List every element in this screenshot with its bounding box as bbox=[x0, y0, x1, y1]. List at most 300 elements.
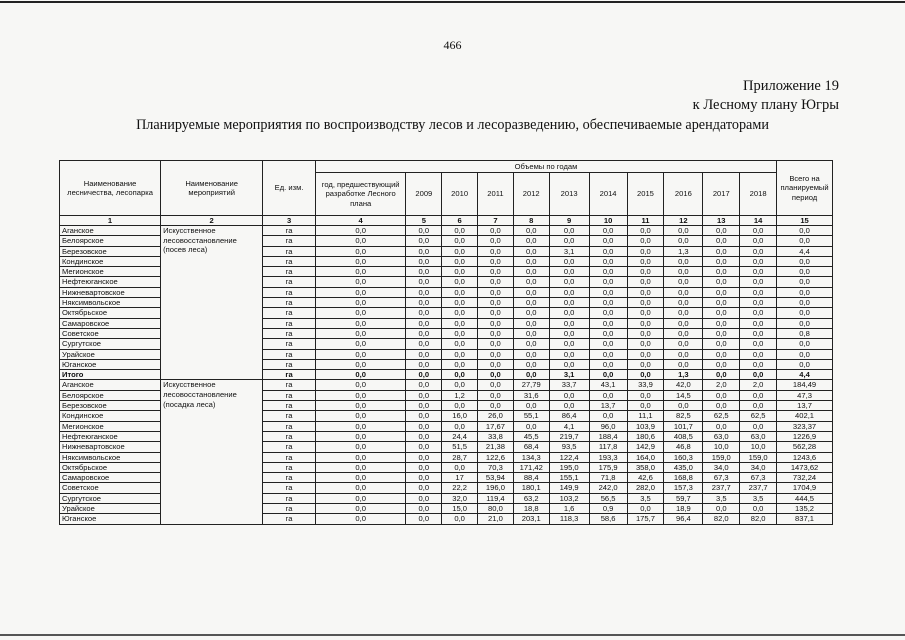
value-cell: 180,1 bbox=[513, 483, 549, 493]
value-cell: 70,3 bbox=[478, 462, 514, 472]
value-cell: 0,0 bbox=[442, 462, 478, 472]
value-cell: 59,7 bbox=[664, 493, 703, 503]
value-cell: 0,0 bbox=[478, 401, 514, 411]
value-cell: 0,0 bbox=[406, 349, 442, 359]
total-cell: 13,7 bbox=[777, 401, 833, 411]
value-cell: 0,0 bbox=[442, 359, 478, 369]
value-cell: 0,0 bbox=[589, 370, 627, 380]
value-cell: 0,0 bbox=[315, 473, 406, 483]
value-cell: 0,0 bbox=[740, 308, 777, 318]
value-cell: 0,0 bbox=[664, 339, 703, 349]
value-cell: 0,0 bbox=[442, 267, 478, 277]
value-cell: 0,0 bbox=[406, 318, 442, 328]
value-cell: 2,0 bbox=[703, 380, 740, 390]
value-cell: 13,7 bbox=[589, 401, 627, 411]
value-cell: 56,5 bbox=[589, 493, 627, 503]
value-cell: 34,0 bbox=[740, 462, 777, 472]
forestry-name: Юганское bbox=[60, 359, 161, 369]
value-cell: 0,0 bbox=[664, 226, 703, 236]
unit-cell: га bbox=[263, 287, 316, 297]
value-cell: 0,0 bbox=[549, 287, 589, 297]
value-cell: 63,0 bbox=[740, 431, 777, 441]
value-cell: 17 bbox=[442, 473, 478, 483]
value-cell: 0,0 bbox=[703, 236, 740, 246]
unit-cell: га bbox=[263, 298, 316, 308]
header-year: 2014 bbox=[589, 173, 627, 216]
total-cell: 1473,62 bbox=[777, 462, 833, 472]
value-cell: 0,0 bbox=[589, 349, 627, 359]
column-index: 3 bbox=[263, 216, 316, 226]
column-index: 10 bbox=[589, 216, 627, 226]
value-cell: 0,0 bbox=[442, 349, 478, 359]
value-cell: 0,0 bbox=[703, 318, 740, 328]
value-cell: 0,0 bbox=[315, 236, 406, 246]
unit-cell: га bbox=[263, 267, 316, 277]
total-cell: 4,4 bbox=[777, 246, 833, 256]
value-cell: 0,0 bbox=[478, 359, 514, 369]
value-cell: 0,0 bbox=[442, 421, 478, 431]
value-cell: 0,0 bbox=[442, 298, 478, 308]
value-cell: 0,0 bbox=[513, 246, 549, 256]
value-cell: 0,0 bbox=[406, 473, 442, 483]
value-cell: 96,4 bbox=[664, 514, 703, 524]
value-cell: 0,0 bbox=[664, 318, 703, 328]
unit-cell: га bbox=[263, 504, 316, 514]
value-cell: 0,0 bbox=[589, 287, 627, 297]
value-cell: 0,0 bbox=[513, 226, 549, 236]
value-cell: 3,5 bbox=[740, 493, 777, 503]
value-cell: 168,8 bbox=[664, 473, 703, 483]
unit-cell: га bbox=[263, 246, 316, 256]
value-cell: 0,0 bbox=[740, 504, 777, 514]
value-cell: 0,0 bbox=[513, 421, 549, 431]
value-cell: 0,0 bbox=[549, 390, 589, 400]
value-cell: 0,0 bbox=[740, 267, 777, 277]
value-cell: 93,5 bbox=[549, 442, 589, 452]
value-cell: 0,0 bbox=[442, 287, 478, 297]
value-cell: 0,0 bbox=[406, 298, 442, 308]
value-cell: 0,0 bbox=[406, 236, 442, 246]
value-cell: 0,0 bbox=[442, 277, 478, 287]
unit-cell: га bbox=[263, 226, 316, 236]
value-cell: 0,0 bbox=[513, 298, 549, 308]
forestry-name: Нефтеюганское bbox=[60, 277, 161, 287]
header-year: 2017 bbox=[703, 173, 740, 216]
forestry-name: Белоярское bbox=[60, 390, 161, 400]
value-cell: 0,0 bbox=[740, 339, 777, 349]
column-index: 1 bbox=[60, 216, 161, 226]
value-cell: 0,0 bbox=[406, 390, 442, 400]
column-index: 5 bbox=[406, 216, 442, 226]
value-cell: 435,0 bbox=[664, 462, 703, 472]
value-cell: 96,0 bbox=[589, 421, 627, 431]
total-cell: 0,0 bbox=[777, 308, 833, 318]
value-cell: 0,0 bbox=[740, 277, 777, 287]
value-cell: 0,0 bbox=[549, 318, 589, 328]
value-cell: 0,0 bbox=[703, 246, 740, 256]
value-cell: 0,0 bbox=[549, 308, 589, 318]
unit-cell: га bbox=[263, 442, 316, 452]
value-cell: 0,0 bbox=[740, 298, 777, 308]
value-cell: 88,4 bbox=[513, 473, 549, 483]
value-cell: 0,0 bbox=[315, 493, 406, 503]
unit-cell: га bbox=[263, 328, 316, 338]
value-cell: 155,1 bbox=[549, 473, 589, 483]
unit-cell: га bbox=[263, 514, 316, 524]
value-cell: 0,0 bbox=[315, 462, 406, 472]
value-cell: 0,0 bbox=[513, 339, 549, 349]
forestry-name: Советское bbox=[60, 328, 161, 338]
value-cell: 42,6 bbox=[627, 473, 664, 483]
value-cell: 0,0 bbox=[513, 277, 549, 287]
table-row bbox=[60, 226, 833, 236]
value-cell: 122,4 bbox=[549, 452, 589, 462]
forestry-name: Кондинское bbox=[60, 411, 161, 421]
total-cell: 402,1 bbox=[777, 411, 833, 421]
value-cell: 0,0 bbox=[740, 349, 777, 359]
value-cell: 175,9 bbox=[589, 462, 627, 472]
appendix-line-2: к Лесному плану Югры bbox=[692, 97, 839, 113]
total-cell: 4,4 bbox=[777, 370, 833, 380]
value-cell: 0,0 bbox=[442, 328, 478, 338]
value-cell: 28,7 bbox=[442, 452, 478, 462]
value-cell: 51,5 bbox=[442, 442, 478, 452]
total-cell: 0,0 bbox=[777, 359, 833, 369]
column-index: 7 bbox=[478, 216, 514, 226]
value-cell: 164,0 bbox=[627, 452, 664, 462]
value-cell: 0,0 bbox=[627, 349, 664, 359]
header-measure-name: Наименование мероприятий bbox=[161, 161, 263, 216]
forestry-name: Кондинское bbox=[60, 256, 161, 266]
value-cell: 0,0 bbox=[549, 256, 589, 266]
value-cell: 0,9 bbox=[589, 504, 627, 514]
total-cell: 444,5 bbox=[777, 493, 833, 503]
total-cell: 0,8 bbox=[777, 328, 833, 338]
value-cell: 0,0 bbox=[740, 256, 777, 266]
value-cell: 0,0 bbox=[627, 370, 664, 380]
value-cell: 0,0 bbox=[513, 287, 549, 297]
value-cell: 0,0 bbox=[315, 370, 406, 380]
unit-cell: га bbox=[263, 277, 316, 287]
value-cell: 0,0 bbox=[478, 277, 514, 287]
value-cell: 3,5 bbox=[627, 493, 664, 503]
header-year: 2015 bbox=[627, 173, 664, 216]
value-cell: 0,0 bbox=[627, 401, 664, 411]
value-cell: 0,0 bbox=[442, 318, 478, 328]
value-cell: 0,0 bbox=[589, 298, 627, 308]
value-cell: 45,5 bbox=[513, 431, 549, 441]
forestry-name: Нижневартовское bbox=[60, 287, 161, 297]
value-cell: 10,0 bbox=[703, 442, 740, 452]
value-cell: 0,0 bbox=[315, 483, 406, 493]
value-cell: 0,0 bbox=[627, 236, 664, 246]
value-cell: 0,0 bbox=[406, 493, 442, 503]
total-cell: 0,0 bbox=[777, 236, 833, 246]
value-cell: 42,0 bbox=[664, 380, 703, 390]
value-cell: 46,8 bbox=[664, 442, 703, 452]
value-cell: 0,0 bbox=[664, 359, 703, 369]
value-cell: 0,0 bbox=[589, 236, 627, 246]
header-year: 2018 bbox=[740, 173, 777, 216]
header-unit: Ед. изм. bbox=[263, 161, 316, 216]
total-cell: 0,0 bbox=[777, 349, 833, 359]
header-year: 2009 bbox=[406, 173, 442, 216]
value-cell: 0,0 bbox=[740, 287, 777, 297]
value-cell: 0,0 bbox=[406, 256, 442, 266]
scan-edge-top bbox=[0, 1, 905, 3]
value-cell: 0,0 bbox=[315, 226, 406, 236]
value-cell: 0,0 bbox=[513, 370, 549, 380]
value-cell: 0,0 bbox=[740, 390, 777, 400]
value-cell: 22,2 bbox=[442, 483, 478, 493]
column-index: 13 bbox=[703, 216, 740, 226]
value-cell: 0,0 bbox=[406, 359, 442, 369]
value-cell: 175,7 bbox=[627, 514, 664, 524]
forestry-name: Урайское bbox=[60, 349, 161, 359]
value-cell: 157,3 bbox=[664, 483, 703, 493]
value-cell: 119,4 bbox=[478, 493, 514, 503]
unit-cell: га bbox=[263, 339, 316, 349]
forestry-name: Мегионское bbox=[60, 421, 161, 431]
value-cell: 0,0 bbox=[664, 308, 703, 318]
value-cell: 0,0 bbox=[478, 226, 514, 236]
value-cell: 15,0 bbox=[442, 504, 478, 514]
unit-cell: га bbox=[263, 452, 316, 462]
value-cell: 0,0 bbox=[442, 246, 478, 256]
column-index: 4 bbox=[315, 216, 406, 226]
forestry-name: Няксимвольское bbox=[60, 298, 161, 308]
value-cell: 0,0 bbox=[406, 380, 442, 390]
value-cell: 0,0 bbox=[627, 359, 664, 369]
value-cell: 0,0 bbox=[549, 359, 589, 369]
value-cell: 0,0 bbox=[513, 401, 549, 411]
value-cell: 0,0 bbox=[513, 318, 549, 328]
forestry-name: Самаровское bbox=[60, 473, 161, 483]
value-cell: 0,0 bbox=[442, 370, 478, 380]
value-cell: 0,0 bbox=[315, 318, 406, 328]
value-cell: 0,0 bbox=[740, 226, 777, 236]
total-cell: 562,28 bbox=[777, 442, 833, 452]
appendix-caption bbox=[693, 77, 839, 115]
value-cell: 33,9 bbox=[627, 380, 664, 390]
unit-cell: га bbox=[263, 318, 316, 328]
total-cell: 0,0 bbox=[777, 277, 833, 287]
value-cell: 196,0 bbox=[478, 483, 514, 493]
forestry-name: Самаровское bbox=[60, 318, 161, 328]
column-index: 11 bbox=[627, 216, 664, 226]
forestry-name: Нефтеюганское bbox=[60, 431, 161, 441]
value-cell: 0,0 bbox=[664, 328, 703, 338]
value-cell: 33,8 bbox=[478, 431, 514, 441]
value-cell: 0,0 bbox=[589, 390, 627, 400]
total-cell: 0,0 bbox=[777, 287, 833, 297]
value-cell: 0,0 bbox=[442, 256, 478, 266]
forestry-name: Мегионское bbox=[60, 267, 161, 277]
value-cell: 0,0 bbox=[406, 462, 442, 472]
value-cell: 0,0 bbox=[315, 359, 406, 369]
forestry-name: Сургутское bbox=[60, 339, 161, 349]
value-cell: 0,0 bbox=[478, 370, 514, 380]
value-cell: 0,0 bbox=[315, 442, 406, 452]
forestry-name: Советское bbox=[60, 483, 161, 493]
value-cell: 0,0 bbox=[549, 328, 589, 338]
value-cell: 0,0 bbox=[627, 256, 664, 266]
value-cell: 0,0 bbox=[549, 267, 589, 277]
value-cell: 0,0 bbox=[664, 287, 703, 297]
itogo-label: Итого bbox=[60, 370, 161, 380]
value-cell: 0,0 bbox=[406, 328, 442, 338]
value-cell: 33,7 bbox=[549, 380, 589, 390]
value-cell: 3,5 bbox=[703, 493, 740, 503]
value-cell: 17,67 bbox=[478, 421, 514, 431]
value-cell: 0,0 bbox=[703, 390, 740, 400]
appendix-line-1: Приложение 19 bbox=[743, 78, 839, 94]
value-cell: 0,0 bbox=[664, 401, 703, 411]
value-cell: 0,0 bbox=[478, 328, 514, 338]
value-cell: 0,0 bbox=[315, 308, 406, 318]
value-cell: 0,0 bbox=[406, 514, 442, 524]
unit-cell: га bbox=[263, 380, 316, 390]
value-cell: 0,0 bbox=[549, 401, 589, 411]
header-year: 2013 bbox=[549, 173, 589, 216]
value-cell: 0,0 bbox=[406, 421, 442, 431]
value-cell: 0,0 bbox=[478, 267, 514, 277]
value-cell: 0,0 bbox=[513, 308, 549, 318]
value-cell: 0,0 bbox=[627, 298, 664, 308]
value-cell: 0,0 bbox=[442, 236, 478, 246]
unit-cell: га bbox=[263, 431, 316, 441]
column-index: 9 bbox=[549, 216, 589, 226]
value-cell: 0,0 bbox=[315, 246, 406, 256]
value-cell: 0,0 bbox=[740, 328, 777, 338]
unit-cell: га bbox=[263, 308, 316, 318]
value-cell: 0,0 bbox=[406, 267, 442, 277]
value-cell: 0,0 bbox=[478, 380, 514, 390]
value-cell: 0,0 bbox=[589, 226, 627, 236]
value-cell: 0,0 bbox=[315, 349, 406, 359]
page-number: 466 bbox=[443, 38, 462, 52]
value-cell: 0,0 bbox=[627, 246, 664, 256]
measure-name: Искусственное лесовосстановление (посадка леса) bbox=[161, 380, 263, 524]
value-cell: 117,8 bbox=[589, 442, 627, 452]
value-cell: 0,0 bbox=[442, 401, 478, 411]
value-cell: 0,0 bbox=[627, 267, 664, 277]
unit-cell: га bbox=[263, 401, 316, 411]
value-cell: 0,0 bbox=[315, 380, 406, 390]
value-cell: 0,0 bbox=[703, 226, 740, 236]
value-cell: 1,3 bbox=[664, 370, 703, 380]
value-cell: 34,0 bbox=[703, 462, 740, 472]
value-cell: 0,0 bbox=[315, 401, 406, 411]
value-cell: 0,0 bbox=[406, 431, 442, 441]
scan-edge-bottom bbox=[0, 634, 905, 636]
value-cell: 0,0 bbox=[406, 226, 442, 236]
unit-cell: га bbox=[263, 390, 316, 400]
value-cell: 0,0 bbox=[627, 390, 664, 400]
value-cell: 0,0 bbox=[740, 401, 777, 411]
value-cell: 0,0 bbox=[478, 318, 514, 328]
value-cell: 0,0 bbox=[589, 246, 627, 256]
value-cell: 0,0 bbox=[513, 349, 549, 359]
header-total-period: Всего на планируемый период bbox=[777, 161, 833, 216]
unit-cell: га bbox=[263, 359, 316, 369]
value-cell: 0,0 bbox=[513, 359, 549, 369]
total-cell: 184,49 bbox=[777, 380, 833, 390]
value-cell: 0,0 bbox=[549, 277, 589, 287]
value-cell: 203,1 bbox=[513, 514, 549, 524]
unit-cell: га bbox=[263, 370, 316, 380]
value-cell: 0,0 bbox=[513, 328, 549, 338]
header-volumes-by-year: Объемы по годам bbox=[315, 161, 776, 173]
value-cell: 0,0 bbox=[703, 267, 740, 277]
header-forestry-name: Наименование лесничества, лесопарка bbox=[60, 161, 161, 216]
value-cell: 53,94 bbox=[478, 473, 514, 483]
value-cell: 180,6 bbox=[627, 431, 664, 441]
value-cell: 118,3 bbox=[549, 514, 589, 524]
value-cell: 10,0 bbox=[740, 442, 777, 452]
column-index: 8 bbox=[513, 216, 549, 226]
value-cell: 0,0 bbox=[406, 370, 442, 380]
value-cell: 193,3 bbox=[589, 452, 627, 462]
header-year: 2011 bbox=[478, 173, 514, 216]
header-previous-year: год, предшествующий разработке Лесного плана bbox=[315, 173, 406, 216]
total-cell: 1226,9 bbox=[777, 431, 833, 441]
value-cell: 16,0 bbox=[442, 411, 478, 421]
value-cell: 0,0 bbox=[513, 236, 549, 246]
value-cell: 21,38 bbox=[478, 442, 514, 452]
value-cell: 0,0 bbox=[478, 236, 514, 246]
value-cell: 31,6 bbox=[513, 390, 549, 400]
value-cell: 103,2 bbox=[549, 493, 589, 503]
value-cell: 0,0 bbox=[315, 277, 406, 287]
value-cell: 0,0 bbox=[478, 246, 514, 256]
value-cell: 0,0 bbox=[406, 452, 442, 462]
value-cell: 0,0 bbox=[315, 504, 406, 514]
value-cell: 0,0 bbox=[740, 236, 777, 246]
value-cell: 0,0 bbox=[315, 267, 406, 277]
unit-cell: га bbox=[263, 493, 316, 503]
value-cell: 0,0 bbox=[406, 277, 442, 287]
total-cell: 0,0 bbox=[777, 339, 833, 349]
unit-cell: га bbox=[263, 473, 316, 483]
value-cell: 0,0 bbox=[478, 390, 514, 400]
value-cell: 0,0 bbox=[703, 339, 740, 349]
total-cell: 323,37 bbox=[777, 421, 833, 431]
value-cell: 142,9 bbox=[627, 442, 664, 452]
value-cell: 0,0 bbox=[703, 277, 740, 287]
unit-cell: га bbox=[263, 349, 316, 359]
value-cell: 0,0 bbox=[589, 339, 627, 349]
value-cell: 11,1 bbox=[627, 411, 664, 421]
forestry-name: Сургутское bbox=[60, 493, 161, 503]
column-index: 2 bbox=[161, 216, 263, 226]
value-cell: 0,0 bbox=[406, 483, 442, 493]
value-cell: 27,79 bbox=[513, 380, 549, 390]
total-cell: 1704,9 bbox=[777, 483, 833, 493]
value-cell: 67,3 bbox=[703, 473, 740, 483]
value-cell: 1,6 bbox=[549, 504, 589, 514]
value-cell: 0,0 bbox=[703, 370, 740, 380]
value-cell: 0,0 bbox=[627, 277, 664, 287]
value-cell: 43,1 bbox=[589, 380, 627, 390]
value-cell: 134,3 bbox=[513, 452, 549, 462]
value-cell: 80,0 bbox=[478, 504, 514, 514]
header-year: 2010 bbox=[442, 173, 478, 216]
value-cell: 242,0 bbox=[589, 483, 627, 493]
value-cell: 0,0 bbox=[478, 308, 514, 318]
value-cell: 63,2 bbox=[513, 493, 549, 503]
value-cell: 0,0 bbox=[589, 328, 627, 338]
